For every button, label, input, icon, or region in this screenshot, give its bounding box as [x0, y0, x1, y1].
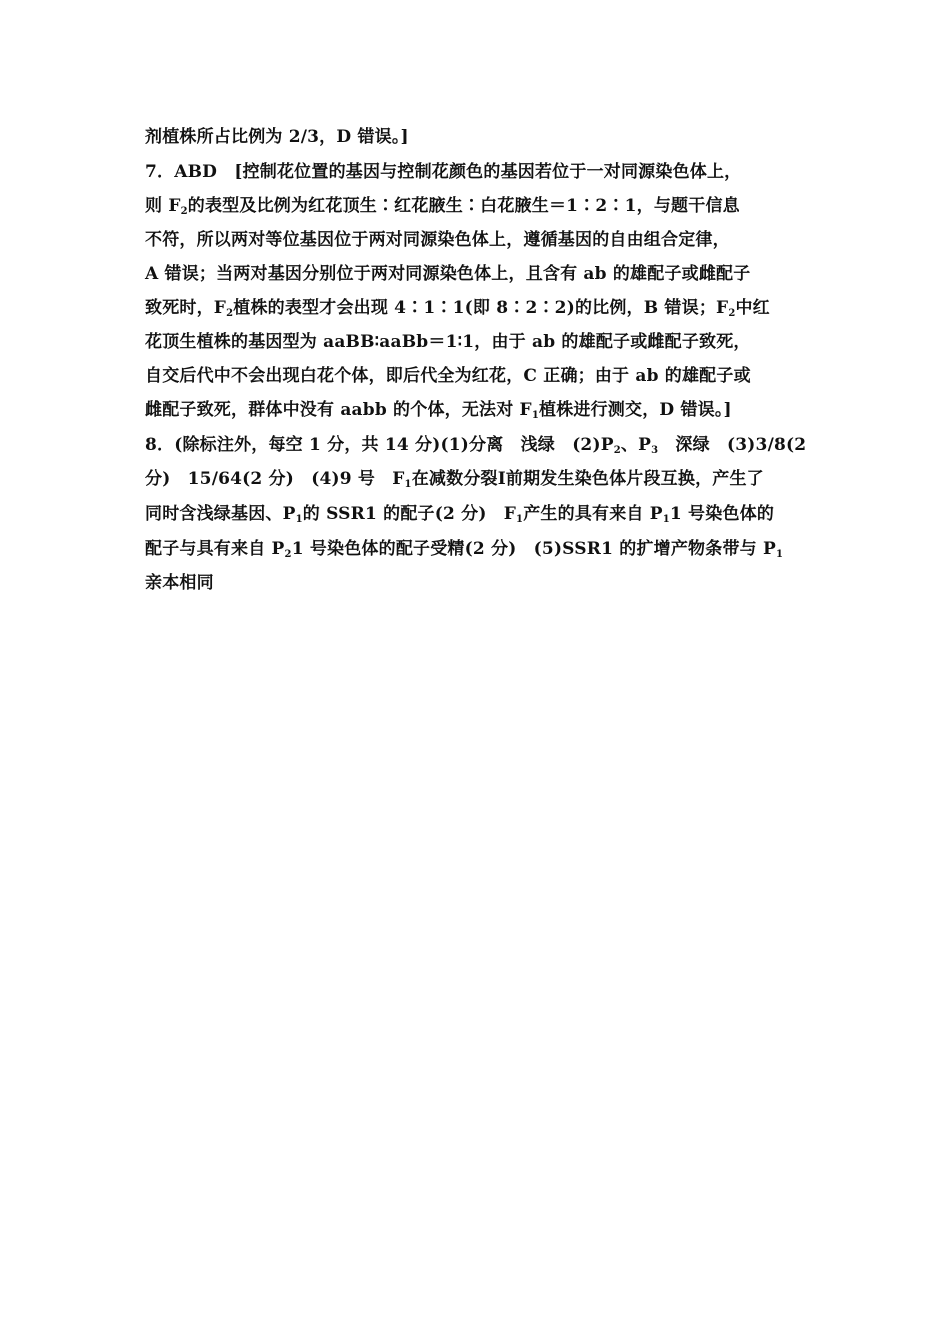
text: 的 SSR1 的配子(2 分) F — [302, 504, 517, 524]
text: 剂植株所占比例为 2/3，D 错误。] — [145, 127, 409, 147]
q7-line-6 — [145, 330, 815, 354]
text: 深绿 (3)3/8(2 — [658, 435, 807, 455]
text: 致死时，F — [145, 298, 227, 318]
text: 配子与具有来自 P — [145, 539, 285, 559]
subscript: 1 — [662, 514, 670, 525]
q7-line-2 — [145, 194, 815, 218]
q6-answer-tail — [145, 125, 815, 149]
q7-line-4 — [145, 262, 815, 286]
text: 产生的具有来自 P — [523, 504, 663, 524]
text: 不符，所以两对等位基因位于两对同源染色体上，遵循基因的自由组合定律， — [145, 230, 730, 250]
text: 植株进行测交，D 错误。] — [539, 400, 732, 420]
subscript: 3 — [651, 445, 659, 456]
q7-line-8 — [145, 398, 815, 422]
text: 1 号染色体的 — [669, 504, 775, 524]
text: 花顶生植株的基因型为 aaBB∶aaBb＝1∶1，由于 ab 的雄配子或雌配子致死， — [145, 332, 751, 352]
text: 、P — [620, 435, 652, 455]
subscript: 1 — [775, 549, 784, 560]
q8-line-5 — [145, 571, 815, 595]
text: 同时含浅绿基因、P — [145, 504, 296, 524]
q7-line-3 — [145, 228, 815, 252]
text: 8．(除标注外，每空 1 分，共 14 分)(1)分离 浅绿 (2)P — [145, 435, 614, 455]
text: 7．ABD [控制花位置的基因与控制花颜色的基因若位于一对同源染色体上， — [145, 162, 742, 182]
q8-line-3 — [145, 502, 815, 526]
q8-line-4 — [145, 537, 815, 561]
subscript: 2 — [284, 549, 292, 560]
text: 雌配子致死，群体中没有 aabb 的个体，无法对 F — [145, 400, 532, 420]
subscript: 1 — [295, 514, 303, 525]
subscript: 1 — [516, 514, 524, 525]
text: A 错误；当两对基因分别位于两对同源染色体上，且含有 ab 的雄配子或雌配子 — [145, 264, 751, 284]
text: 的表型及比例为红花顶生∶红花腋生∶白花腋生＝1∶2∶1，与题干信息 — [187, 196, 740, 216]
text: 1 号染色体的配子受精(2 分) (5)SSR1 的扩增产物条带与 P — [291, 539, 776, 559]
subscript: 2 — [226, 308, 234, 319]
q8-line-2 — [145, 467, 815, 491]
q7-line-5 — [145, 296, 815, 320]
q7-line-1 — [145, 160, 815, 184]
text: 亲本相同 — [145, 573, 214, 593]
q7-line-7 — [145, 364, 815, 388]
text: 则 F — [145, 196, 181, 216]
text: 自交后代中不会出现白花个体，即后代全为红花，C 正确；由于 ab 的雄配子或 — [145, 366, 751, 386]
text: 分) 15/64(2 分) (4)9 号 F — [145, 469, 405, 489]
subscript: 2 — [728, 308, 736, 319]
subscript: 1 — [531, 410, 539, 421]
text: 在减数分裂Ⅰ前期发生染色体片段互换，产生了 — [411, 469, 764, 489]
text: 中红 — [735, 298, 770, 318]
text: 植株的表型才会出现 4∶1∶1(即 8∶2∶2)的比例，B 错误；F — [233, 298, 729, 318]
subscript: 2 — [613, 445, 621, 456]
subscript: 2 — [180, 206, 188, 217]
q8-line-1 — [145, 433, 815, 457]
subscript: 1 — [404, 479, 412, 490]
